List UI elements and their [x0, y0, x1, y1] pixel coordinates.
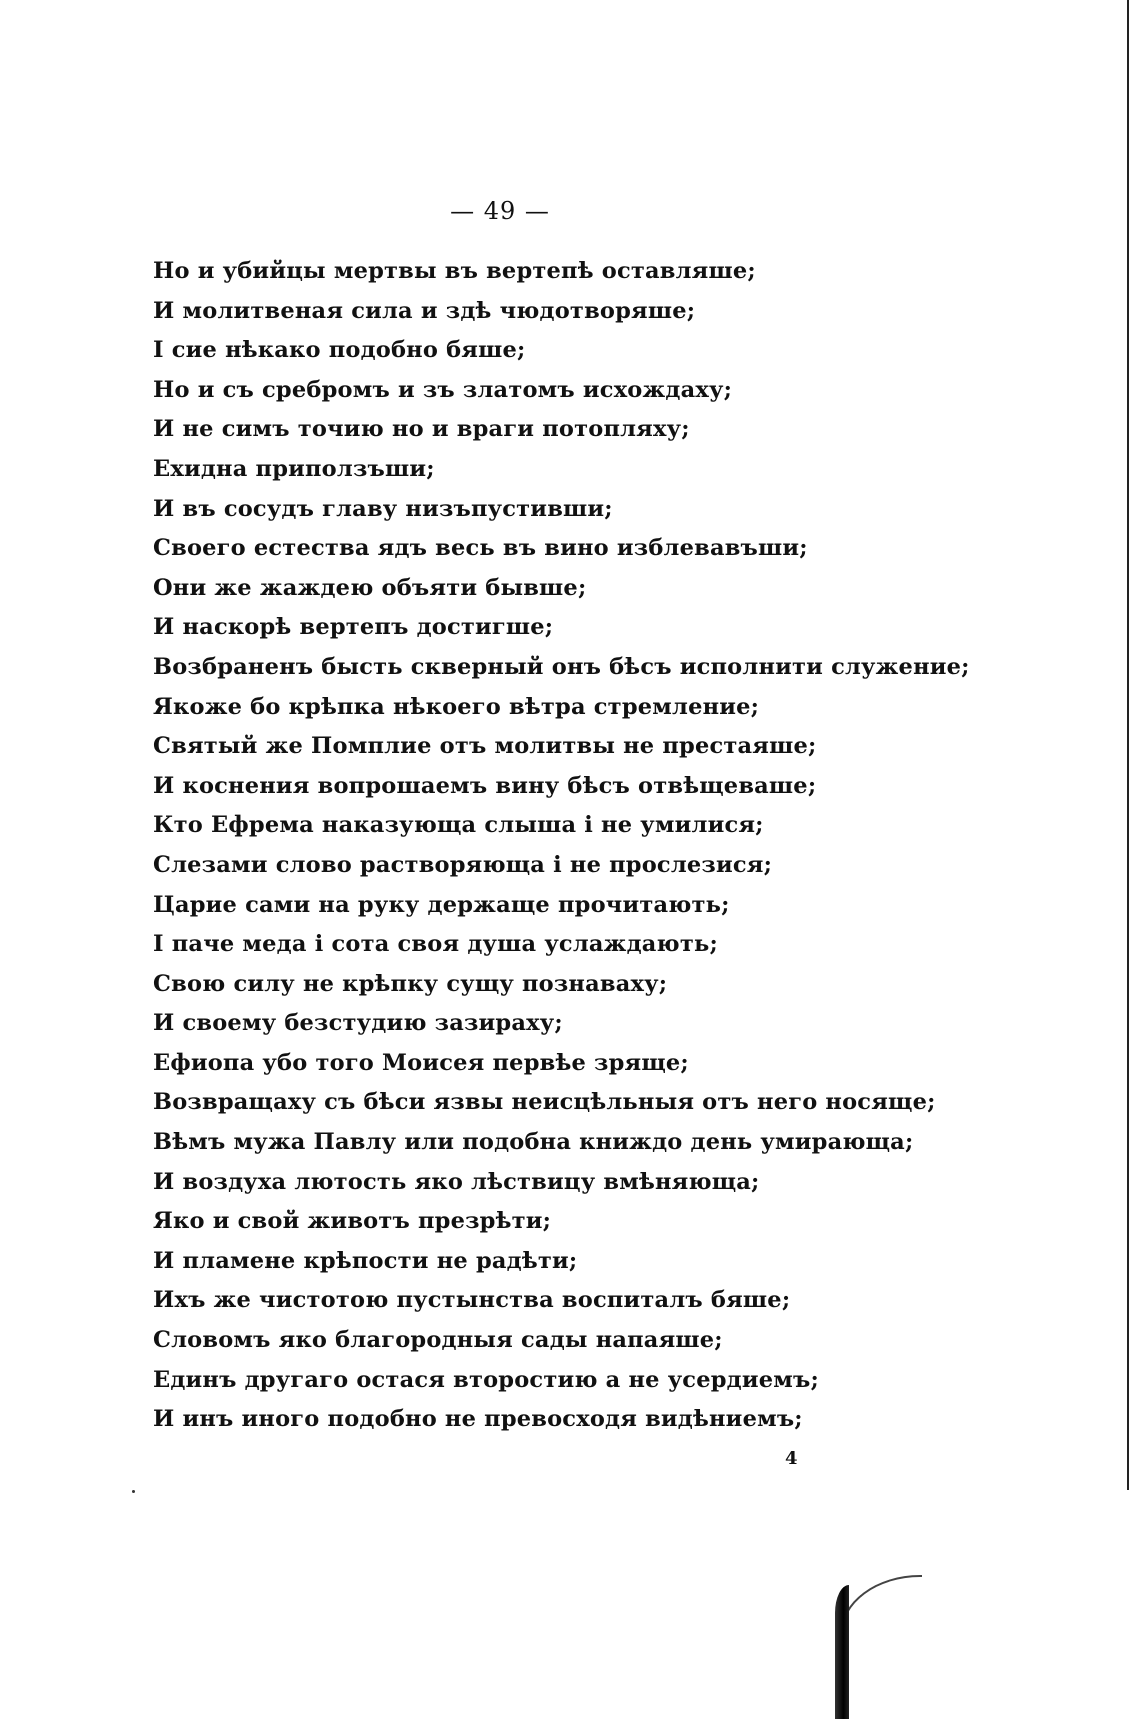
verse-line: И наскорѣ вертепъ достигше; — [153, 614, 554, 641]
verse-line: Словомъ яко благородныя сады напаяше; — [153, 1327, 723, 1354]
verse-line: И инъ иного подобно не превосходя видѣниемъ; — [153, 1406, 803, 1433]
verse-line: И не симъ точию но и враги потопляху; — [153, 416, 690, 443]
verse-line: Святый же Помплие отъ молитвы не престаяше; — [153, 733, 817, 760]
verse-line: Ихъ же чистотою пустынства воспиталъ бяше; — [153, 1287, 791, 1314]
verse-line: Царие сами на руку держаще прочитають; — [153, 891, 730, 918]
verse-line: И пламене крѣпости не радѣти; — [153, 1247, 578, 1274]
verse-line: I паче меда і сота своя душа услаждають; — [153, 931, 718, 958]
verse-line: Возвращаху съ бѣси язвы неисцѣльныя отъ него носяще; — [153, 1089, 936, 1116]
verse-line: Кто Ефрема наказующа слыша і не умилися; — [153, 812, 764, 839]
verse-line: Вѣмъ мужа Павлу или подобна книждо день умирающа; — [153, 1129, 914, 1156]
scan-speck — [132, 1490, 135, 1493]
verse-line: Свою силу не крѣпку сущу познаваху; — [153, 970, 668, 997]
page-number: — 49 — — [450, 197, 550, 225]
verse-line: И молитвеная сила и здѣ чюдотворяше; — [153, 297, 696, 324]
verse-line: Ефиопа убо того Моисея первѣе зряще; — [153, 1049, 689, 1076]
verse-line: И воздуха лютость яко лѣствицу вмѣняюща; — [153, 1168, 760, 1195]
verse-line: Слезами слово растворяюща і не прослезися; — [153, 851, 773, 878]
verse-line: И коснения вопрошаемъ вину бѣсъ отвѣщеваше; — [153, 772, 817, 799]
page-curl-shadow — [835, 1585, 849, 1719]
verse-line: Яко и свой животъ презрѣти; — [153, 1208, 552, 1235]
verse-line: I сие нѣкако подобно бяше; — [153, 337, 526, 364]
verse-line: Но и убийцы мертвы въ вертепѣ оставляше; — [153, 258, 756, 284]
signature-mark: 4 — [785, 1448, 798, 1469]
verse-line: Но и съ сребромъ и зъ златомъ исхождаху; — [153, 376, 733, 403]
verse-line: Якоже бо крѣпка нѣкоего вѣтра стремление; — [153, 693, 760, 720]
verse-line: И въ сосудъ главу низъпустивши; — [153, 495, 613, 522]
page-curl-outline — [840, 1575, 922, 1637]
verse-line: Они же жаждею объяти бывше; — [153, 574, 587, 601]
verse-line: Своего естества ядъ весь въ вино изблевавъши; — [153, 535, 808, 562]
verse-line: И своему безстудию зазираху; — [153, 1010, 563, 1037]
page-edge-rule — [1127, 0, 1129, 1490]
verse-line: Возбраненъ бысть скверный онъ бѣсъ исполнити служение; — [153, 653, 970, 680]
verse-text — [153, 252, 970, 1440]
verse-line: Ехидна приползъши; — [153, 455, 435, 482]
verse-line: Единъ другаго остася второстию а не усердиемъ; — [153, 1366, 819, 1393]
